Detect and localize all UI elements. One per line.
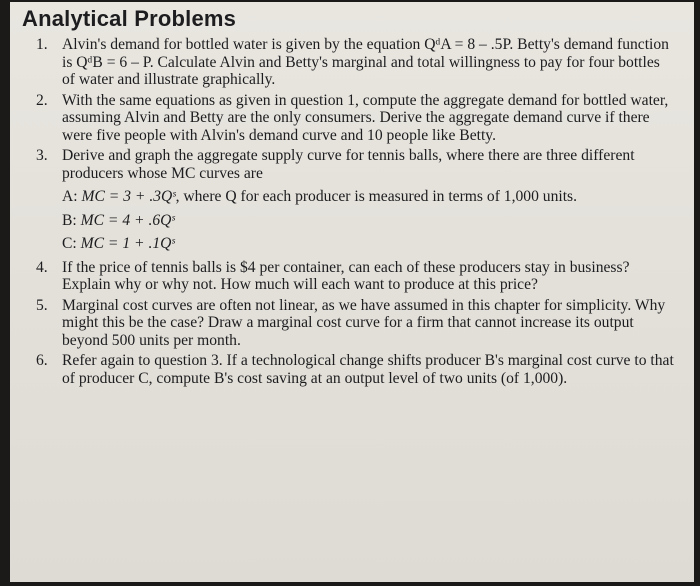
problem-2 bbox=[22, 92, 676, 145]
problem-text: Refer again to question 3. If a technological change shifts producer B's marginal cost curve to that of producer C, compute B's cost saving at an output level of two units (of 1,000). bbox=[62, 352, 674, 387]
formula-note: , where Q for each producer is measured in terms of 1,000 units. bbox=[175, 188, 577, 205]
mc-formula: MC = 3 + .3Qˢ bbox=[81, 188, 176, 205]
producer-a bbox=[62, 188, 676, 206]
mc-formula: MC = 4 + .6Qˢ bbox=[80, 211, 175, 229]
problem-6 bbox=[22, 352, 676, 387]
mc-formula: MC = 1 + .1Qˢ bbox=[80, 235, 175, 252]
problem-4 bbox=[22, 259, 676, 294]
producer-label: C: bbox=[62, 235, 77, 252]
document-page bbox=[10, 2, 694, 582]
problem-list bbox=[22, 36, 676, 387]
problem-text: If the price of tennis balls is $4 per container, can each of these producers stay in business? Explain why or why not. How much will each want to produce at this price? bbox=[62, 258, 630, 293]
problem-1 bbox=[22, 36, 676, 89]
problem-number: 5. bbox=[36, 296, 48, 314]
problem-text: Marginal cost curves are often not linear, as we have assumed in this chapter for simplicity. Why might this be the case? Draw a marginal cost curve for a firm that cannot increase its output beyond 500 units per month. bbox=[62, 296, 666, 349]
problem-5 bbox=[22, 297, 676, 350]
problem-text: With the same equations as given in question 1, compute the aggregate demand for bottled water, assuming Alvin and Betty are the only consumers. Derive the aggregate demand curve if there were five people with Alvin's demand curve and 10 people like Betty. bbox=[62, 91, 669, 144]
problem-number: 4. bbox=[36, 258, 48, 276]
problem-3 bbox=[22, 147, 676, 253]
problem-number: 3. bbox=[36, 147, 48, 164]
problem-number: 2. bbox=[36, 91, 48, 109]
problem-text: Alvin's demand for bottled water is given by the equation QᵈA = 8 – .5P. Betty's demand function is QᵈB = 6 – P. Calculate Alvin and Betty's marginal and total willingness to pay for four bottles of water and illustrate graphically. bbox=[62, 36, 669, 88]
producer-b bbox=[62, 212, 676, 230]
page-title: Analytical Problems bbox=[22, 6, 237, 31]
producer-c bbox=[62, 235, 676, 253]
problem-number: 6. bbox=[36, 352, 48, 369]
producer-label: B: bbox=[62, 211, 77, 229]
problem-number: 1. bbox=[36, 36, 48, 53]
producer-label: A: bbox=[62, 188, 78, 205]
problem-text: Derive and graph the aggregate supply curve for tennis balls, where there are three different producers whose MC curves are bbox=[62, 147, 635, 182]
